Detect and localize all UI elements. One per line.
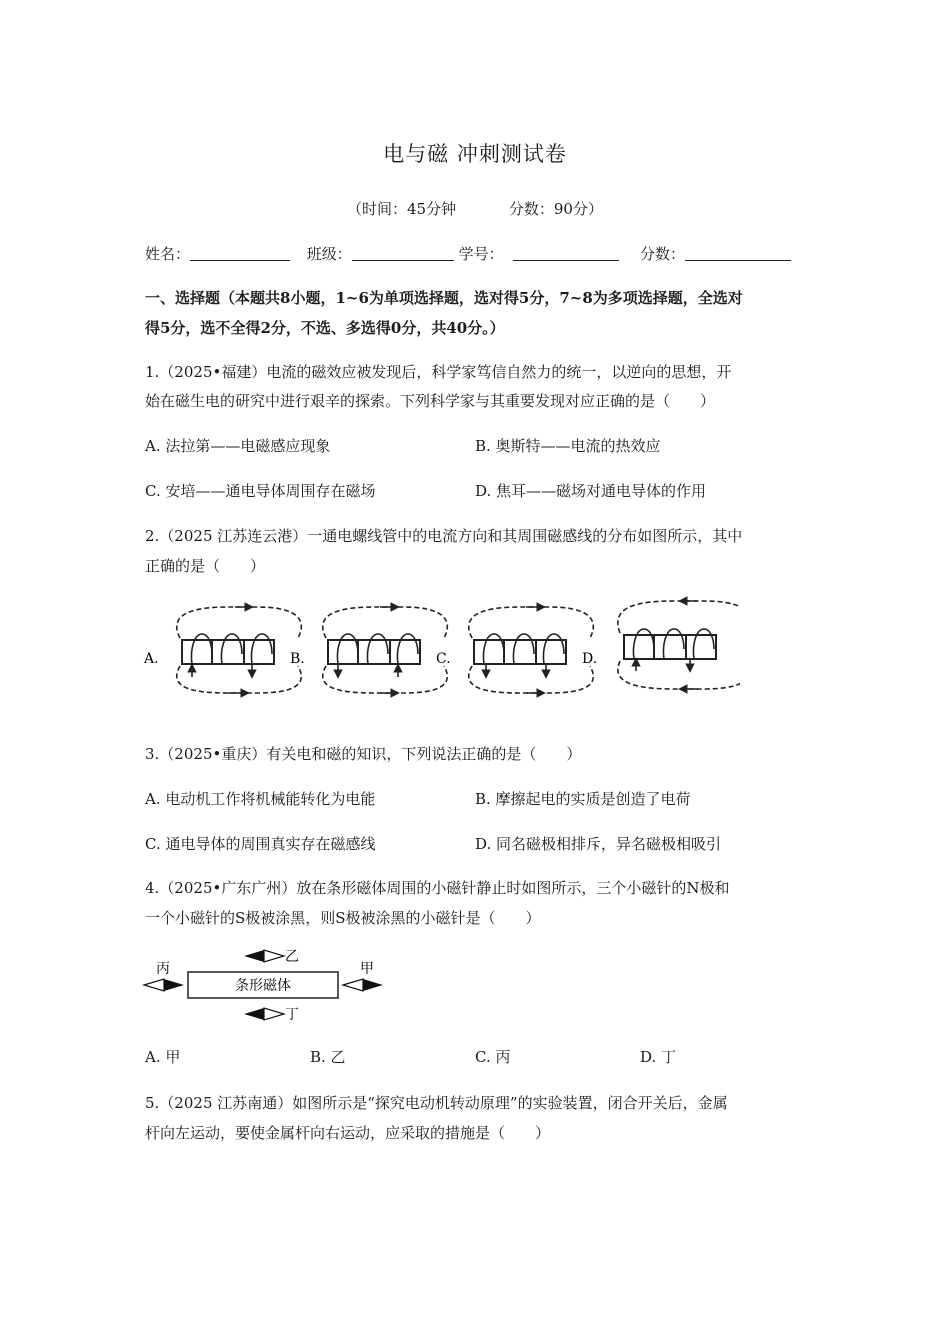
q1-option-d[interactable]: D. 焦耳——磁场对通电导体的作用: [475, 482, 707, 500]
q2-stem-line2: 正确的是（ ）: [145, 557, 266, 575]
q1-option-b[interactable]: B. 奥斯特——电流的热效应: [475, 437, 661, 455]
solenoid-option-b[interactable]: [290, 607, 447, 693]
name-blank[interactable]: [190, 246, 290, 261]
class-blank[interactable]: [352, 246, 454, 261]
student-info-row: [145, 243, 791, 264]
page-title: 电与磁 冲刺测试卷: [383, 142, 567, 166]
needle-jia: [343, 961, 383, 991]
solenoid-option-a[interactable]: [143, 607, 301, 693]
q5-stem-line1: 5.（2025 江苏南通）如图所示是“探究电动机转动原理”的实验装置，闭合开关后，金属: [145, 1094, 728, 1112]
q2-label-b: B.: [290, 651, 305, 667]
id-blank[interactable]: [513, 246, 619, 261]
q1-stem-line1: 1.（2025•福建）电流的磁效应被发现后，科学家笃信自然力的统一，以逆向的思想，开: [145, 363, 732, 381]
bar-magnet-label: 条形磁体: [235, 978, 291, 994]
score-blank[interactable]: [685, 246, 791, 261]
name-label: 姓名：: [145, 245, 191, 263]
needle-jia-label: 甲: [360, 961, 374, 977]
needle-ding-label: 丁: [285, 1007, 299, 1023]
q3-stem: 3.（2025•重庆）有关电和磁的知识，下列说法正确的是（ ）: [145, 745, 582, 763]
q4-option-c[interactable]: C. 丙: [475, 1048, 511, 1066]
needle-ding: [244, 1007, 299, 1023]
q3-option-d[interactable]: D. 同名磁极相排斥，异名磁极相吸引: [475, 835, 722, 853]
solenoid-option-d[interactable]: [582, 601, 740, 689]
q4-stem-line2: 一个小磁针的S极被涂黑，则S极被涂黑的小磁针是（ ）: [145, 909, 541, 927]
needle-yi: [244, 949, 299, 965]
q1-option-c[interactable]: C. 安培——通电导体周围存在磁场: [145, 482, 376, 500]
q4-option-a[interactable]: A. 甲: [145, 1048, 181, 1066]
q2-label-a: A.: [144, 651, 159, 667]
q3-option-b[interactable]: B. 摩擦起电的实质是创造了电荷: [475, 790, 691, 808]
solenoid-figures: [140, 595, 740, 705]
q4-option-b[interactable]: B. 乙: [310, 1048, 346, 1066]
q2-label-d: D.: [582, 651, 598, 667]
id-label: 学号：: [458, 245, 504, 263]
q4-stem-line1: 4.（2025•广东广州）放在条形磁体周围的小磁针静止时如图所示，三个小磁针的N极和: [145, 879, 730, 897]
q2-label-c: C.: [436, 651, 451, 667]
score-label: 分数：: [639, 245, 685, 263]
solenoid-option-c[interactable]: [436, 607, 593, 693]
q1-stem-line2: 始在磁生电的研究中进行艰辛的探索。下列科学家与其重要发现对应正确的是（ ）: [145, 392, 716, 410]
bar-magnet-figure: [140, 942, 400, 1026]
q2-stem-line1: 2.（2025 江苏连云港）一通电螺线管中的电流方向和其周围磁感线的分布如图所示，其中: [145, 527, 743, 545]
section-heading-line1: 一、选择题（本题共8小题，1~6为单项选择题，选对得5分，7~8为多项选择题，全选对: [145, 289, 743, 307]
class-label: 班级：: [306, 245, 352, 263]
q1-option-a[interactable]: A. 法拉第——电磁感应现象: [145, 437, 331, 455]
q5-stem-line2: 杆向左运动，要使金属杆向右运动，应采取的措施是（ ）: [145, 1124, 551, 1142]
section-heading-line2: 得5分，选不全得2分，不选、多选得0分，共40分。）: [145, 319, 505, 337]
total-score: 分数：90分）: [508, 200, 603, 218]
needle-yi-label: 乙: [285, 949, 299, 965]
q4-option-d[interactable]: D. 丁: [640, 1048, 677, 1066]
needle-bing-label: 丙: [156, 961, 170, 977]
needle-bing: [144, 961, 184, 991]
time-limit: （时间：45分钟: [347, 200, 457, 218]
q3-option-c[interactable]: C. 通电导体的周围真实存在磁感线: [145, 835, 376, 853]
q3-option-a[interactable]: A. 电动机工作将机械能转化为电能: [145, 790, 376, 808]
exam-meta: [0, 198, 950, 219]
